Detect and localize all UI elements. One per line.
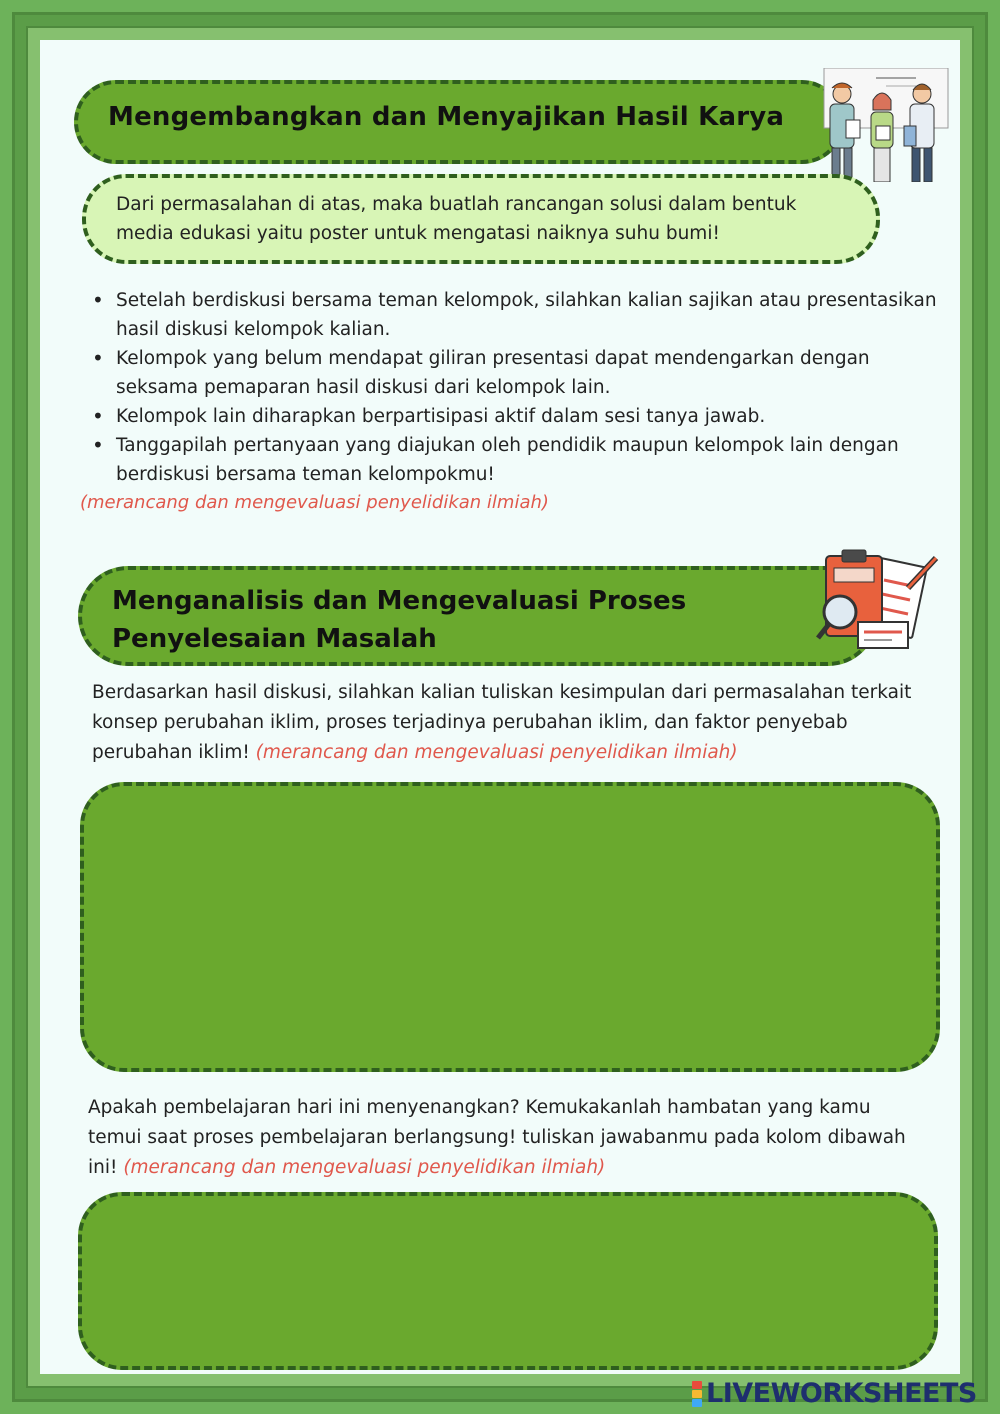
list-item: • Kelompok lain diharapkan berpartisipasi aktif dalam sesi tanya jawab.: [92, 402, 952, 431]
people-illustration-icon: [816, 68, 952, 182]
watermark-text: LIVEWORKSHEETS: [706, 1378, 977, 1409]
section2-title: [78, 566, 878, 666]
section2-skill-tag: (merancang dan mengevaluasi penyelidikan ilmiah): [255, 742, 738, 763]
section3-question: [88, 1093, 918, 1183]
section3-question-text: Apakah pembelajaran hari ini menyenangkan? Kemukakanlah hambatan yang kamu temui saat proses pembelajaran berlangsung! tuliskan jawabanmu pada kolom dibawah ini!: [88, 1097, 906, 1178]
section1-skill-tag: (merancang dan mengevaluasi penyelidikan ilmiah): [80, 492, 549, 513]
conclusion-answer-box[interactable]: [80, 782, 940, 1072]
liveworksheets-logo-icon: [692, 1381, 702, 1407]
section1-title-text: Mengembangkan dan Menyajikan Hasil Karya: [108, 102, 785, 132]
section2-title-line1: Menganalisis dan Mengevaluasi Proses: [112, 586, 687, 616]
section2-instruction-text: Berdasarkan hasil diskusi, silahkan kalian tuliskan kesimpulan dari permasalahan terkait konsep perubahan iklim, proses terjadinya perubahan iklim, dan faktor penyebab perubahan iklim!: [92, 682, 912, 763]
clipboard-magnifier-icon: [812, 548, 940, 660]
liveworksheets-watermark: [692, 1378, 977, 1409]
section2-instruction: [92, 678, 922, 768]
section1-intro-text: Dari permasalahan di atas, maka buatlah rancangan solusi dalam bentuk media edukasi yaitu poster untuk mengatasi naiknya suhu bumi!: [116, 194, 797, 244]
section1-intro-note: [82, 174, 880, 264]
section2-title-line2: Penyelesaian Masalah: [112, 624, 437, 654]
list-item: • Kelompok yang belum mendapat giliran presentasi dapat mendengarkan dengan seksama pemaparan hasil diskusi dari kelompok lain.: [92, 344, 952, 402]
reflection-answer-box[interactable]: [78, 1192, 938, 1370]
list-item: • Setelah berdiskusi bersama teman kelompok, silahkan kalian sajikan atau presentasikan hasil diskusi kelompok kalian.: [92, 286, 952, 344]
instruction-list: [92, 286, 952, 489]
section3-skill-tag: (merancang dan mengevaluasi penyelidikan ilmiah): [123, 1157, 606, 1178]
list-item: • Tanggapilah pertanyaan yang diajukan oleh pendidik maupun kelompok lain dengan berdiskusi bersama teman kelompokmu!: [92, 431, 952, 489]
section1-title: [74, 80, 844, 164]
